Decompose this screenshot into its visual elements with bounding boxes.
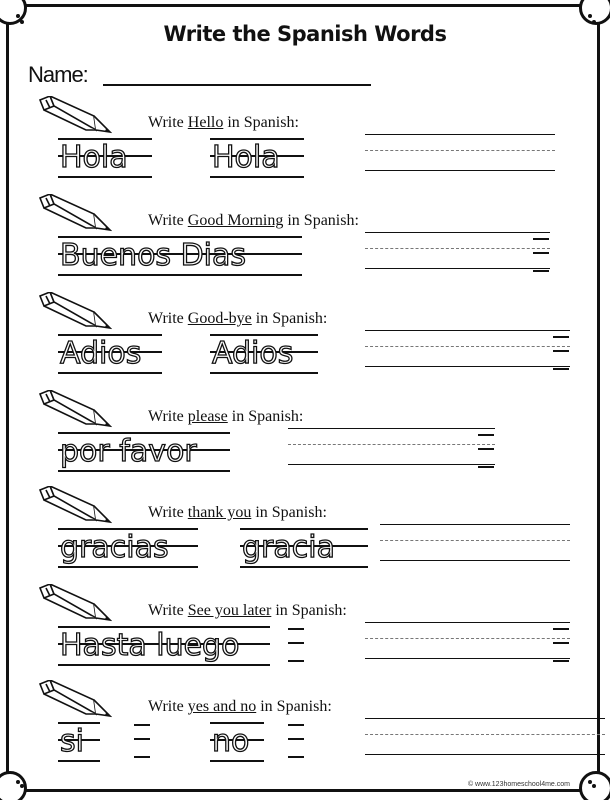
exercise-prompt: [148, 114, 299, 132]
exercise-prompt: [148, 504, 327, 522]
pencil-icon: [32, 584, 112, 624]
tracing-word[interactable]: [58, 334, 162, 374]
exercise-section: [0, 96, 610, 196]
tracing-word[interactable]: [210, 138, 304, 178]
prompt-suffix: in Spanish:: [271, 602, 347, 619]
prompt-suffix: in Spanish:: [251, 310, 328, 327]
prompt-prefix: Write: [148, 310, 188, 327]
english-term: See you later: [187, 602, 272, 619]
prompt-prefix: Write: [148, 504, 188, 521]
exercise-section: [0, 584, 610, 684]
english-term: thank you: [187, 504, 252, 521]
exercise-prompt: [148, 602, 347, 620]
english-term: Hello: [187, 114, 224, 131]
exercise-section: [0, 680, 610, 780]
writing-lines[interactable]: [365, 232, 550, 270]
exercise-prompt: [148, 310, 327, 328]
trace-word-text: Adios: [212, 336, 294, 371]
tracing-word[interactable]: [58, 138, 152, 178]
page-title: Write the Spanish Words: [163, 22, 447, 46]
writing-lines[interactable]: [365, 718, 605, 756]
name-write-line[interactable]: [103, 84, 371, 86]
tracing-word[interactable]: [58, 236, 302, 276]
prompt-suffix: in Spanish:: [251, 504, 327, 521]
pencil-icon: [32, 390, 112, 430]
exercise-section: [0, 390, 610, 490]
english-term: please: [187, 408, 228, 425]
exercise-section: [0, 194, 610, 294]
english-term: Good-bye: [187, 310, 252, 327]
prompt-suffix: in Spanish:: [283, 212, 359, 229]
prompt-prefix: Write: [148, 602, 188, 619]
short-writing-lines[interactable]: [288, 628, 304, 666]
tracing-word[interactable]: [58, 626, 270, 666]
prompt-prefix: Write: [148, 114, 188, 131]
pencil-icon: [32, 680, 112, 720]
english-term: yes and no: [187, 698, 257, 715]
copyright-footer: © www.123homeschool4me.com: [467, 781, 570, 788]
prompt-prefix: Write: [148, 408, 188, 425]
writing-lines[interactable]: [288, 428, 495, 466]
pencil-icon: [32, 292, 112, 332]
tracing-word[interactable]: [58, 722, 100, 762]
exercise-prompt: [148, 408, 303, 426]
tracing-word[interactable]: [210, 334, 318, 374]
writing-lines[interactable]: [365, 330, 570, 368]
english-term: Good Morning: [187, 212, 284, 229]
short-writing-lines[interactable]: [134, 724, 150, 762]
name-label: Name:: [28, 62, 88, 87]
exercise-prompt: [148, 212, 359, 230]
trace-word-text: gracia: [242, 530, 335, 565]
trace-word-text: no: [212, 724, 250, 759]
prompt-prefix: Write: [148, 212, 188, 229]
trace-word-text: Hola: [212, 140, 280, 175]
pencil-icon: [32, 194, 112, 234]
prompt-suffix: in Spanish:: [256, 698, 332, 715]
trace-word-text: Buenos Dias: [60, 238, 247, 273]
pencil-icon: [32, 486, 112, 526]
writing-lines[interactable]: [365, 134, 555, 172]
trace-word-text: si: [60, 724, 84, 759]
writing-lines[interactable]: [380, 524, 570, 562]
tracing-word[interactable]: [240, 528, 368, 568]
tracing-word[interactable]: [58, 432, 230, 472]
short-writing-lines[interactable]: [288, 724, 304, 762]
trace-word-text: gracias: [60, 530, 169, 565]
trace-word-text: por favor: [60, 434, 197, 469]
exercise-prompt: [148, 698, 332, 716]
exercise-section: [0, 292, 610, 392]
exercise-section: [0, 486, 610, 586]
trace-word-text: Adios: [60, 336, 142, 371]
tracing-word[interactable]: [210, 722, 264, 762]
tracing-word[interactable]: [58, 528, 198, 568]
prompt-suffix: in Spanish:: [223, 114, 299, 131]
writing-lines[interactable]: [365, 622, 570, 660]
prompt-suffix: in Spanish:: [227, 408, 304, 425]
trace-word-text: Hola: [60, 140, 128, 175]
trace-word-text: Hasta luego: [60, 628, 240, 663]
prompt-prefix: Write: [148, 698, 188, 715]
pencil-icon: [32, 96, 112, 136]
